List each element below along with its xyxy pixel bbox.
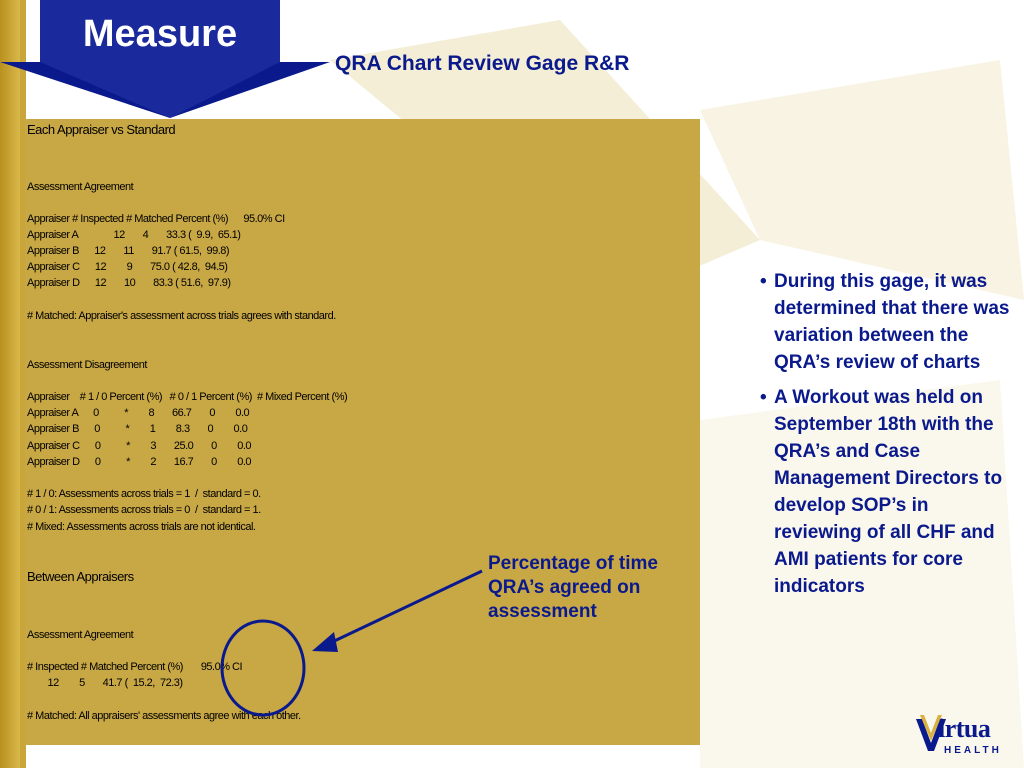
bullet-list <box>760 268 1010 608</box>
note-line: # 0 / 1: Assessments across trials = 0 / standard = 1. <box>27 504 261 516</box>
measure-title: Measure <box>82 13 238 55</box>
table-row: Appraiser A 0 * 8 66.7 0 0.0 <box>27 407 250 419</box>
page-title: QRA Chart Review Gage R&R <box>335 52 630 75</box>
bullet-text: During this gage, it was determined that there was variation between the QRA’s review of charts <box>774 271 1010 373</box>
table-row: Appraiser C 12 9 75.0 ( 42.8, 94.5) <box>27 261 228 273</box>
table-header: Appraiser # 1 / 0 Percent (%) # 0 / 1 Percent (%) # Mixed Percent (%) <box>27 391 348 403</box>
subsection-heading: Assessment Agreement <box>27 181 134 193</box>
table-row: Appraiser B 12 11 91.7 ( 61.5, 99.8) <box>27 245 230 257</box>
bullet-item <box>760 268 1010 376</box>
section-heading: Each Appraiser vs Standard <box>27 122 176 137</box>
table-row: Appraiser B 0 * 1 8.3 0 0.0 <box>27 423 248 435</box>
subsection-heading: Assessment Agreement <box>27 629 134 641</box>
section-heading: Between Appraisers <box>27 569 134 584</box>
logo-wordmark: irtua <box>938 714 991 743</box>
table-header: # Inspected # Matched Percent (%) 95.0% CI <box>27 661 243 673</box>
table-header: Appraiser # Inspected # Matched Percent (%) 95.0% CI <box>27 213 285 225</box>
table-row: Appraiser D 0 * 2 16.7 0 0.0 <box>27 456 251 468</box>
bullet-dot: • <box>760 271 767 292</box>
virtua-health-logo <box>914 711 1020 763</box>
bullet-dot: • <box>760 387 767 408</box>
table-row: 12 5 41.7 ( 15.2, 72.3) <box>27 677 183 689</box>
bullet-text: A Workout was held on September 18th with the QRA’s and Case Management Directors to develop SOP’s in reviewing of all CHF and AMI patients for core indicators <box>774 387 1003 597</box>
note-line: # Matched: Appraiser's assessment across trials agrees with standard. <box>27 310 336 322</box>
logo-subtitle: HEALTH <box>944 745 1002 756</box>
table-row: Appraiser A 12 4 33.3 ( 9.9, 65.1) <box>27 229 241 241</box>
note-line: # Matched: All appraisers' assessments agree with each other. <box>27 710 301 722</box>
note-line: # 1 / 0: Assessments across trials = 1 / standard = 0. <box>27 488 261 500</box>
annotation-text: Percentage of time QRA’s agreed on assessment <box>488 553 658 622</box>
note-line: # Mixed: Assessments across trials are not identical. <box>27 521 256 533</box>
bullet-item <box>760 384 1010 600</box>
subsection-heading: Assessment Disagreement <box>27 359 147 371</box>
minitab-output-panel <box>25 119 700 745</box>
table-row: Appraiser C 0 * 3 25.0 0 0.0 <box>27 440 251 452</box>
table-row: Appraiser D 12 10 83.3 ( 51.6, 97.9) <box>27 277 231 289</box>
